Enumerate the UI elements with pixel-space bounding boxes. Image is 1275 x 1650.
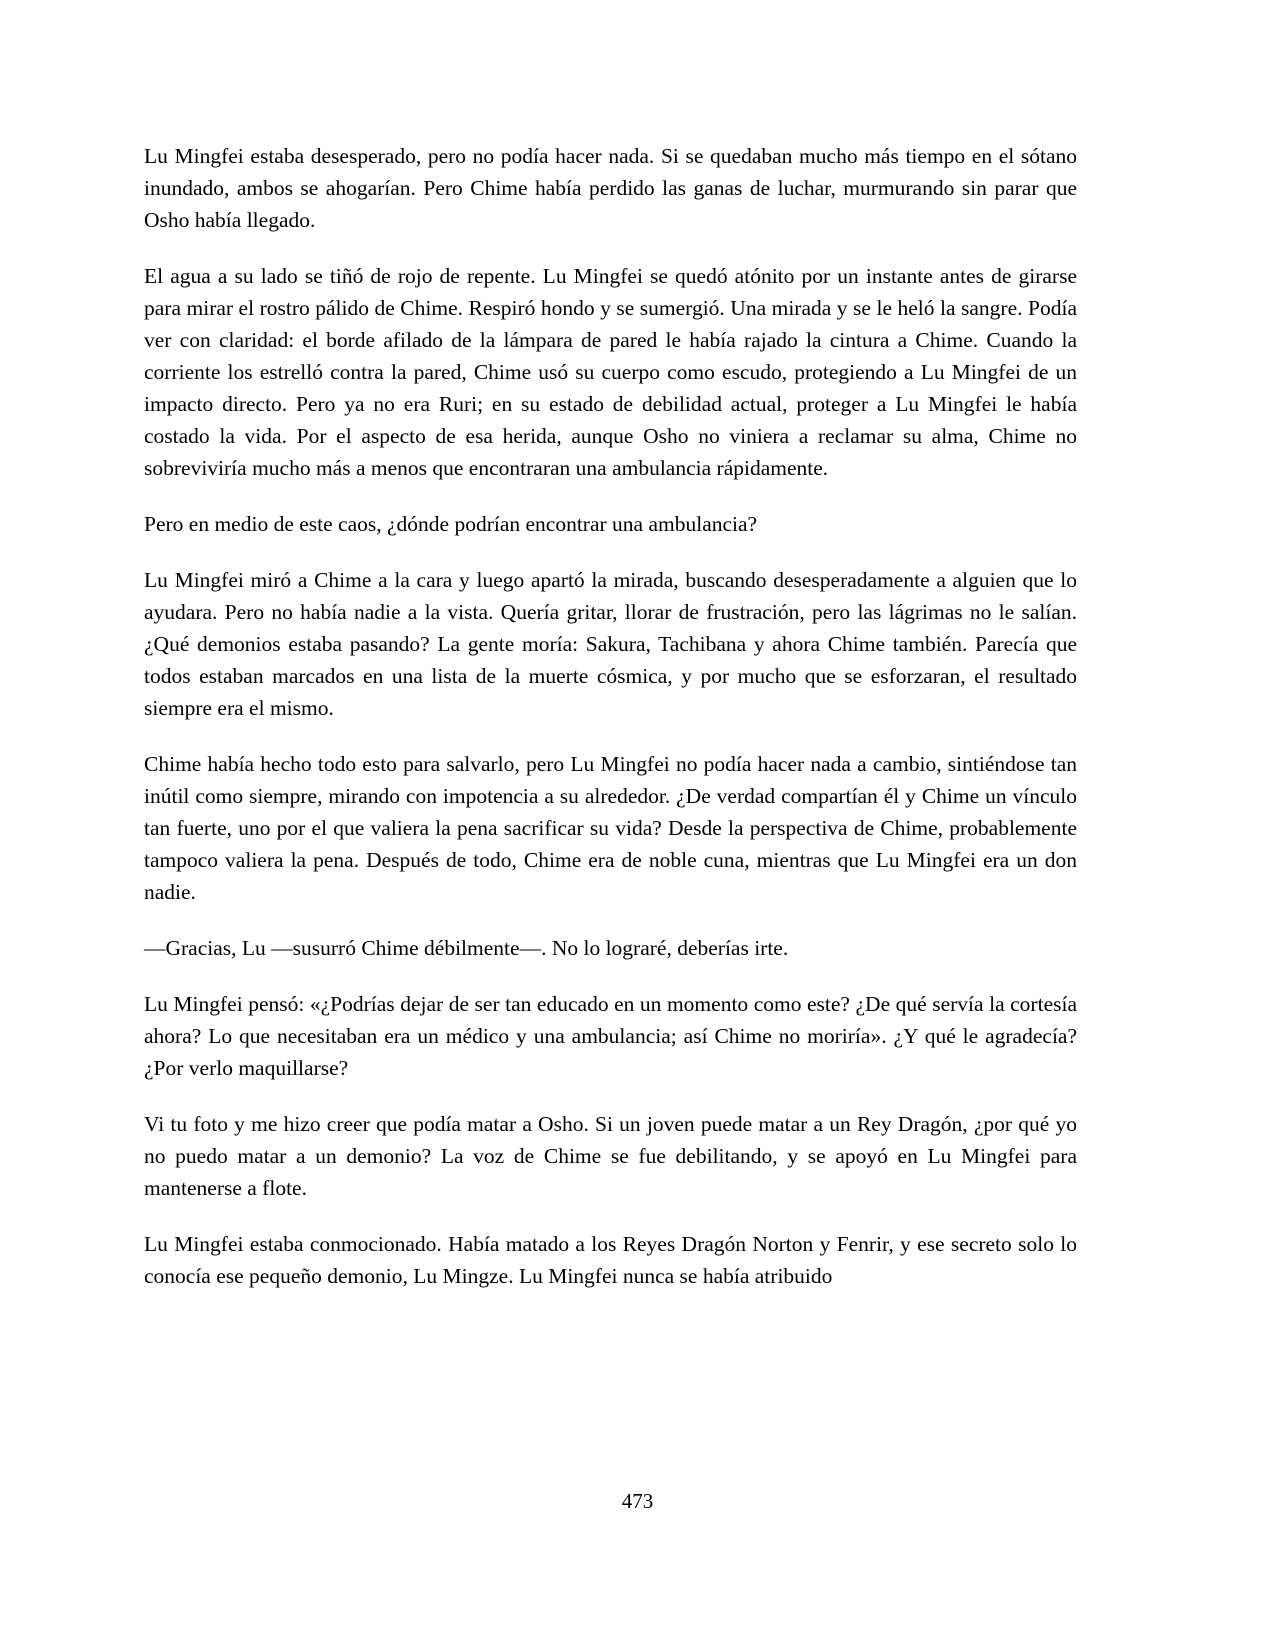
text-content — [144, 140, 1077, 1316]
paragraph: Pero en medio de este caos, ¿dónde podrían encontrar una ambulancia? — [144, 512, 758, 536]
paragraph: Lu Mingfei estaba desesperado, pero no podía hacer nada. Si se quedaban mucho más tiempo en el sótano inundado, ambos se ahogarían. Pero Chime había perdido las ganas de luchar, murmurando sin parar que Osho había llegado. — [144, 144, 1077, 232]
paragraph: —Gracias, Lu —susurró Chime débilmente—. No lo lograré, deberías irte. — [144, 936, 789, 960]
paragraph: Lu Mingfei miró a Chime a la cara y luego apartó la mirada, buscando desesperadamente a alguien que lo ayudara. Pero no había nadie a la vista. Quería gritar, llorar de frustración, pero las lágrimas no le salían. ¿Qué demonios estaba pasando? La gente moría: Sakura, Tachibana y ahora Chime también. Parecía que todos estaban marcados en una lista de la muerte cósmica, y por mucho que se esforzaran, el resultado siempre era el mismo. — [144, 568, 1077, 720]
paragraph: Vi tu foto y me hizo creer que podía matar a Osho. Si un joven puede matar a un Rey Dragón, ¿por qué yo no puedo matar a un demonio? La voz de Chime se fue debilitando, y se apoyó en Lu Mingfei para mantenerse a flote. — [144, 1112, 1077, 1200]
paragraph: Chime había hecho todo esto para salvarlo, pero Lu Mingfei no podía hacer nada a cambio, sintiéndose tan inútil como siempre, mirando con impotencia a su alrededor. ¿De verdad compartían él y Chime un vínculo tan fuerte, uno por el que valiera la pena sacrificar su vida? Desde la perspectiva de Chime, probablemente tampoco valiera la pena. Después de todo, Chime era de noble cuna, mientras que Lu Mingfei era un don nadie. — [144, 752, 1077, 904]
page-number: 473 — [621, 1489, 654, 1513]
paragraph: Lu Mingfei pensó: «¿Podrías dejar de ser tan educado en un momento como este? ¿De qué servía la cortesía ahora? Lo que necesitaban era un médico y una ambulancia; así Chime no moriría». ¿Y qué le agradecía? ¿Por verlo maquillarse? — [144, 992, 1077, 1080]
paragraph: Lu Mingfei estaba conmocionado. Había matado a los Reyes Dragón Norton y Fenrir, y ese secreto solo lo conocía ese pequeño demonio, Lu Mingze. Lu Mingfei nunca se había atribuido — [144, 1232, 1077, 1288]
paragraph: El agua a su lado se tiñó de rojo de repente. Lu Mingfei se quedó atónito por un instante antes de girarse para mirar el rostro pálido de Chime. Respiró hondo y se sumergió. Una mirada y se le heló la sangre. Podía ver con claridad: el borde afilado de la lámpara de pared le había rajado la cintura a Chime. Cuando la corriente los estrelló contra la pared, Chime usó su cuerpo como escudo, protegiendo a Lu Mingfei de un impacto directo. Pero ya no era Ruri; en su estado de debilidad actual, proteger a Lu Mingfei le había costado la vida. Por el aspecto de esa herida, aunque Osho no viniera a reclamar su alma, Chime no sobreviviría mucho más a menos que encontraran una ambulancia rápidamente. — [144, 264, 1077, 480]
